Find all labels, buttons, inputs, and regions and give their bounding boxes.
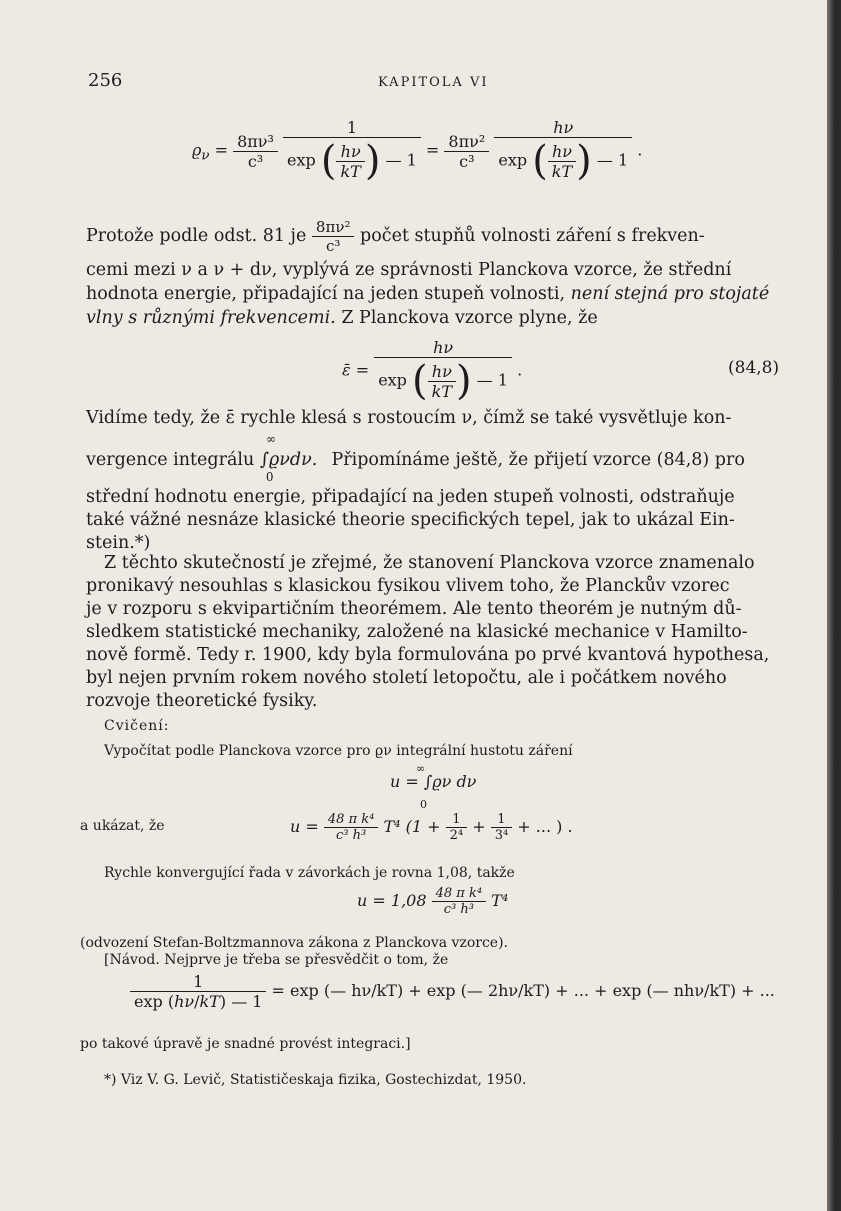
frac-num: 1 bbox=[446, 812, 467, 828]
fraction-2 bbox=[283, 118, 421, 184]
text: hodnota energie, připadající na jeden stupeň volnosti, bbox=[86, 284, 566, 304]
para3-line1: Z těchto skutečností je zřejmé, že stanovení Planckova vzorce znamenalo bbox=[104, 553, 755, 573]
frac-den: kT bbox=[431, 381, 452, 401]
int-body: ∫ϱνdν. bbox=[259, 450, 318, 470]
minus-one: — 1 bbox=[476, 370, 508, 390]
exercise-heading: Cvičení: bbox=[104, 718, 170, 734]
paren: ) bbox=[576, 138, 592, 184]
u-series-formula bbox=[290, 812, 573, 843]
int-body: u = ∫ϱν dν bbox=[390, 772, 477, 791]
text: u = bbox=[290, 817, 319, 836]
minus-one: — 1 bbox=[231, 992, 263, 1011]
frac-den: 3⁴ bbox=[494, 828, 509, 843]
page-edge bbox=[827, 0, 835, 1211]
exercise-line4: (odvození Stefan-Boltzmannova zákona z Planckova vzorce). bbox=[80, 935, 508, 951]
para3-line7: rozvoje theoretické fysiky. bbox=[86, 691, 318, 711]
text: Z Planckova vzorce plyne, že bbox=[341, 308, 598, 328]
para3-line6: byl nejen prvním rokem nového století letopočtu, ale i počátkem nového bbox=[86, 668, 727, 688]
exp-text: exp bbox=[134, 992, 163, 1011]
frac-den: c³ bbox=[459, 151, 475, 171]
frac-den bbox=[494, 138, 632, 184]
fraction-4 bbox=[494, 118, 632, 184]
frac-num: 8πν² bbox=[312, 218, 355, 237]
fraction bbox=[446, 812, 467, 843]
text: + ... ) . bbox=[517, 817, 573, 836]
mean-energy-formula bbox=[342, 338, 522, 404]
inner-frac bbox=[548, 142, 576, 181]
para2-line4: také vážné nesnáze klasické theorie specifických tepel, jak to ukázal Ein- bbox=[86, 510, 735, 530]
fraction bbox=[324, 812, 378, 843]
dot: . bbox=[517, 360, 523, 380]
para1-line4 bbox=[86, 308, 598, 328]
frac-num: hν bbox=[336, 142, 364, 162]
eps-symbol: ε̄ bbox=[342, 360, 351, 380]
minus-one: — 1 bbox=[385, 150, 417, 170]
exercise-line3: Rychle konvergující řada v závorkách je rovna 1,08, takže bbox=[104, 865, 515, 881]
fraction-1 bbox=[233, 132, 278, 171]
int-lower: 0 bbox=[420, 798, 427, 811]
para2-line3: střední hodnotu energie, připadající na jeden stupeň volnosti, odstraňuje bbox=[86, 487, 735, 507]
para1-line1 bbox=[86, 218, 705, 255]
hint-formula bbox=[130, 972, 775, 1011]
fraction bbox=[374, 338, 512, 404]
hv: hν bbox=[174, 992, 195, 1011]
paren: ) bbox=[456, 358, 472, 404]
frac-den: 2⁴ bbox=[449, 828, 464, 843]
emphasis: není stejná pro stojaté bbox=[570, 284, 770, 304]
planck-formula bbox=[192, 118, 642, 184]
degrees-fraction bbox=[312, 218, 355, 255]
stefan-boltzmann-formula bbox=[357, 886, 508, 917]
int-lower: 0 bbox=[265, 470, 274, 484]
exercise-line5: [Návod. Nejprve je třeba se přesvědčit o tom, že bbox=[104, 952, 449, 968]
frac-num: 8πν³ bbox=[233, 132, 278, 152]
frac-den: c³ h³ bbox=[443, 902, 474, 917]
page-number: 256 bbox=[88, 70, 123, 91]
para1-line2: cemi mezi ν a ν + dν, vyplývá ze správnosti Planckova vzorce, že střední bbox=[86, 260, 732, 280]
para2-line2 bbox=[86, 432, 745, 484]
para3-line5: nově formě. Tedy r. 1900, kdy byla formulována po prvé kvantová hypothesa, bbox=[86, 645, 770, 665]
frac-den: kT bbox=[551, 161, 573, 181]
frac-num: hν bbox=[374, 338, 512, 358]
frac-den bbox=[283, 138, 421, 184]
text: T⁴ (1 + bbox=[383, 817, 441, 836]
plus: + bbox=[472, 817, 486, 836]
int-upper: ∞ bbox=[416, 762, 426, 775]
fraction bbox=[432, 886, 486, 917]
frac-num: 48 π k⁴ bbox=[432, 886, 486, 902]
frac-num: 1 bbox=[130, 972, 266, 992]
frac-num: 1 bbox=[491, 812, 512, 828]
exp-text: exp bbox=[287, 150, 316, 170]
frac-den: c³ h³ bbox=[336, 828, 367, 843]
frac-den: kT bbox=[340, 161, 361, 181]
dot: . bbox=[637, 140, 643, 160]
para1-line3 bbox=[86, 284, 769, 304]
text: Připomínáme ještě, že přijetí vzorce (84,8) pro bbox=[331, 450, 745, 470]
rho-sub: ν bbox=[201, 148, 210, 164]
paren: ( bbox=[320, 138, 337, 184]
text: = exp (— hν/kT) + exp (— 2hν/kT) + ... + exp (— nhν/kT) + ... bbox=[271, 981, 775, 1000]
frac-num: 1 bbox=[283, 118, 421, 138]
exp-text: exp bbox=[498, 150, 528, 170]
exp-text: exp bbox=[378, 370, 407, 390]
frac-num: hν bbox=[548, 142, 576, 162]
fraction bbox=[130, 972, 266, 1011]
text: u = 1,08 bbox=[357, 891, 427, 910]
int-upper: ∞ bbox=[265, 432, 276, 446]
integral bbox=[259, 432, 326, 484]
exercise-line2: a ukázat, že bbox=[80, 818, 165, 834]
kt: kT bbox=[199, 992, 220, 1011]
frac-num: hν bbox=[428, 362, 456, 382]
minus-one: — 1 bbox=[596, 150, 629, 170]
u-integral bbox=[390, 762, 477, 811]
rho-symbol: ϱ bbox=[192, 140, 202, 160]
para3-line2: pronikavý nesouhlas s klasickou fysikou vlivem toho, že Planckův vzorec bbox=[86, 576, 730, 596]
equation-label: (84,8) bbox=[728, 358, 780, 378]
frac-num: 8πν² bbox=[444, 132, 489, 152]
eq-sign: = bbox=[214, 140, 229, 160]
inner-frac bbox=[428, 362, 456, 401]
exercise-line6: po takové úpravě je snadné provést integraci.] bbox=[80, 1036, 411, 1052]
frac-den: c³ bbox=[325, 237, 341, 255]
para2-line5: stein.*) bbox=[86, 533, 151, 553]
fraction-3 bbox=[444, 132, 489, 171]
frac-num: hν bbox=[494, 118, 632, 138]
frac-den bbox=[374, 358, 512, 404]
para3-line4: sledkem statistické mechaniky, založené na klasické mechanice v Hamilto- bbox=[86, 622, 748, 642]
para2-line1: Vidíme tedy, že ε̄ rychle klesá s rostoucím ν, čímž se také vysvětluje kon- bbox=[86, 408, 732, 428]
para3-line3: je v rozporu s ekvipartičním theorémem. Ale tento theorém je nutným dů- bbox=[86, 599, 742, 619]
emphasis: vlny s různými frekvencemi. bbox=[86, 308, 336, 328]
exercise-line1: Vypočítat podle Planckova vzorce pro ϱν integrální hustotu záření bbox=[104, 743, 573, 759]
running-head: KAPITOLA VI bbox=[378, 75, 489, 90]
frac-den: exp (hν/kT) — 1 bbox=[134, 992, 263, 1011]
text: vergence integrálu bbox=[86, 450, 255, 470]
frac-num: 48 π k⁴ bbox=[324, 812, 378, 828]
eq-sign: = bbox=[425, 140, 440, 160]
text: Protože podle odst. 81 je bbox=[86, 226, 307, 246]
paren: ( bbox=[412, 358, 428, 404]
fraction bbox=[491, 812, 512, 843]
paren: ( bbox=[532, 138, 548, 184]
frac-den: c³ bbox=[247, 151, 264, 171]
text: počet stupňů volnosti záření s frekven- bbox=[360, 226, 705, 246]
text: T⁴ bbox=[491, 891, 509, 910]
eq-sign: = bbox=[355, 360, 370, 380]
paren: ) bbox=[364, 138, 381, 184]
footnote: *) Viz V. G. Levič, Statističeskaja fizika, Gostechizdat, 1950. bbox=[104, 1072, 527, 1088]
inner-frac bbox=[336, 142, 364, 181]
